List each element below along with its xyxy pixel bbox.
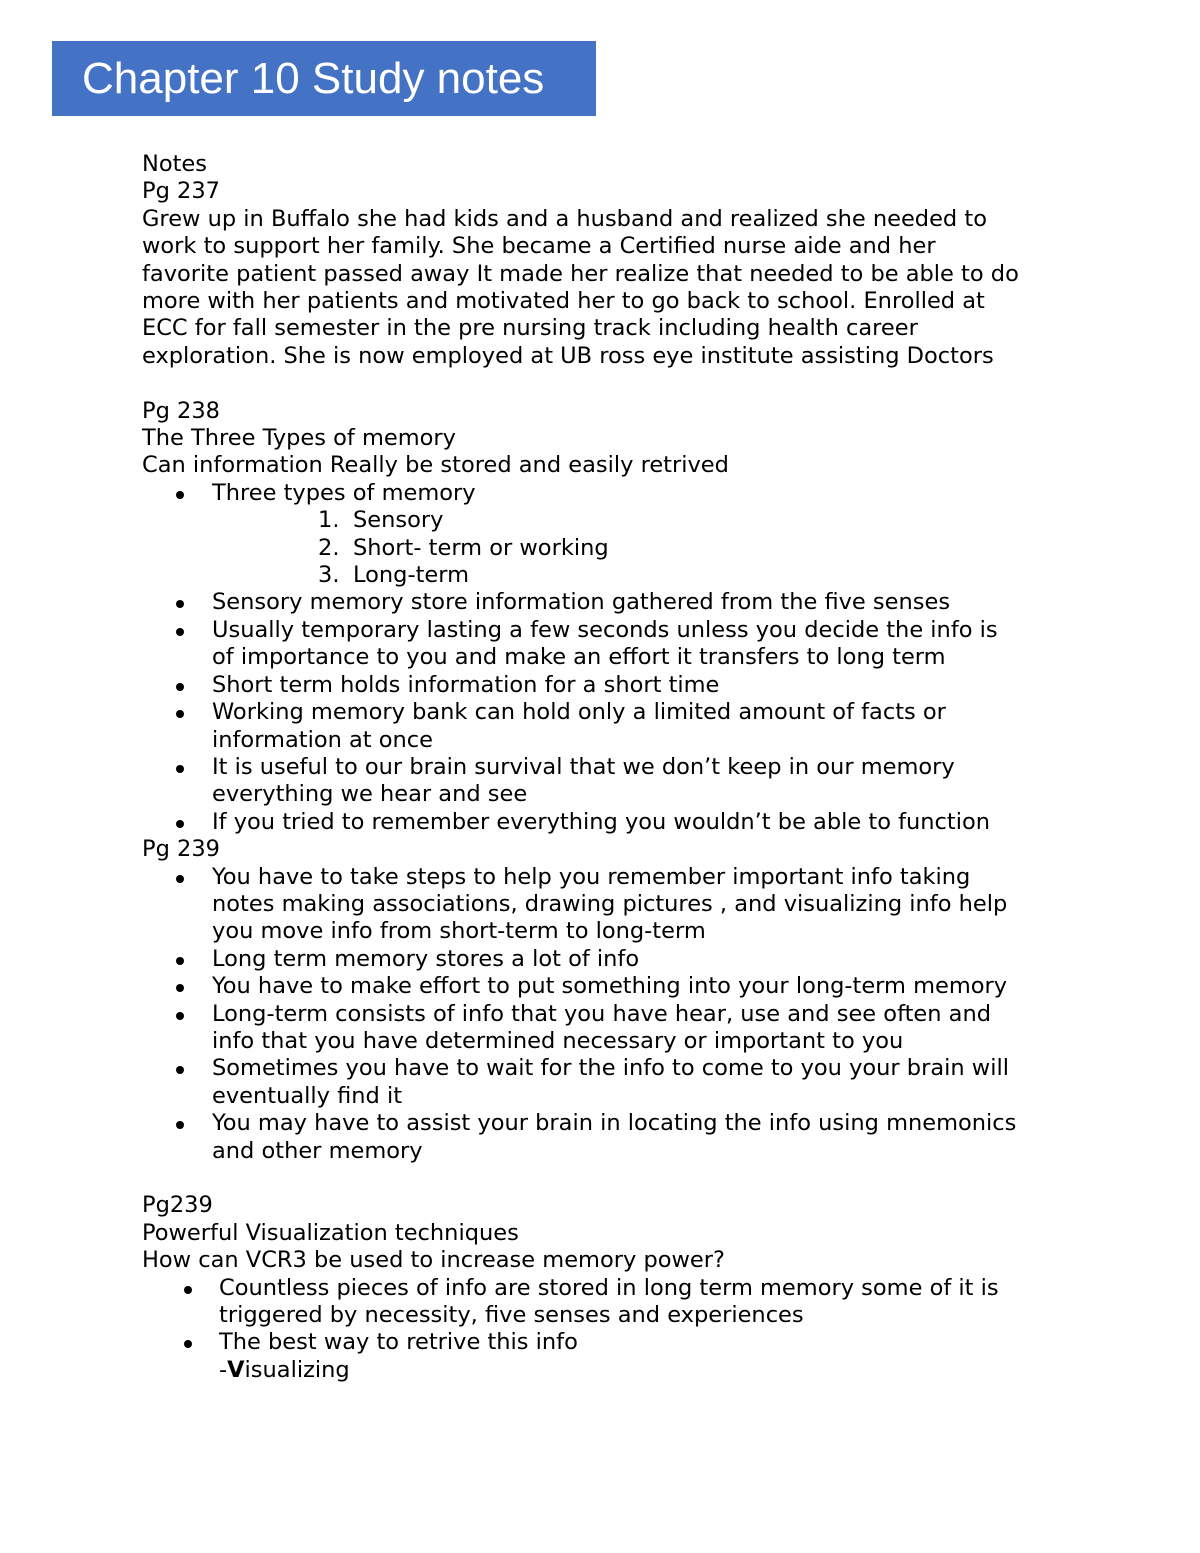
page-ref-238: Pg 238 [142, 397, 220, 424]
memory-types-list [212, 507, 1082, 589]
list-item: Sometimes you have to wait for the info to come to you your brain will eventually find it [142, 1055, 1082, 1110]
list-item: Short term holds information for a short time [142, 672, 1082, 699]
bullet-icon [176, 875, 184, 883]
bullet-icon [176, 1121, 184, 1129]
bullet-icon [176, 957, 184, 965]
notes-heading: Notes [142, 151, 207, 177]
bullet-icon [176, 600, 184, 608]
list-item: Countless pieces of info are stored in long term memory some of it is triggered by necessity, five senses and experiences [142, 1275, 1082, 1330]
bullet-icon [176, 491, 184, 499]
page-ref-239-second: Pg239 [142, 1192, 213, 1219]
list-item: You may have to assist your brain in locating the info using mnemonics and other memory [142, 1110, 1082, 1165]
list-item: Sensory memory store information gathered from the five senses [142, 589, 1082, 616]
paragraph-line: exploration. She is now employed at UB ross eye institute assisting Doctors [142, 342, 994, 369]
visualizing-line: -Visualizing [219, 1356, 350, 1383]
paragraph-line: favorite patient passed away It made her realize that needed to be able to do [142, 260, 1019, 287]
list-item: If you tried to remember everything you wouldn’t be able to function [142, 809, 1082, 836]
list-item: Long term memory stores a lot of info [142, 946, 1082, 973]
memory-bullet-list [142, 480, 1082, 836]
bullet-icon [184, 1340, 192, 1348]
list-item: You have to make effort to put something into your long-term memory [142, 973, 1082, 1000]
intro-paragraph [142, 206, 1082, 370]
document-body [142, 151, 1082, 1384]
list-item: 2. Short- term or working [318, 534, 609, 561]
visualization-bullet-list [142, 1275, 1082, 1385]
section-question: How can VCR3 be used to increase memory power? [142, 1247, 725, 1274]
list-item: 3. Long-term [318, 562, 470, 589]
paragraph-line: Grew up in Buffalo she had kids and a husband and realized she needed to [142, 205, 987, 232]
paragraph-line: more with her patients and motivated her to go back to school. Enrolled at [142, 288, 985, 315]
page-ref-239: Pg 239 [142, 836, 220, 863]
section-heading: Powerful Visualization techniques [142, 1219, 519, 1246]
section-question: Can information Really be stored and easily retrived [142, 452, 729, 479]
bullet-icon [176, 1012, 184, 1020]
list-item: Usually temporary lasting a few seconds unless you decide the info is of importance to you and make an effort it transfers to long term [142, 617, 1082, 672]
page-title: Chapter 10 Study notes [82, 54, 545, 103]
list-item: Three types of memory 1. Sensory 2. Short- term or working 3. Long-term [142, 480, 1082, 590]
list-item: The best way to retrive this info -Visualizing [142, 1329, 1082, 1384]
bullet-icon [184, 1286, 192, 1294]
bullet-icon [176, 683, 184, 691]
list-item: 1. Sensory [318, 507, 444, 534]
bullet-icon [176, 820, 184, 828]
paragraph-line: ECC for fall semester in the pre nursing track including health career [142, 315, 918, 342]
list-item: Working memory bank can hold only a limited amount of facts or information at once [142, 699, 1082, 754]
bullet-icon [176, 765, 184, 773]
paragraph-line: work to support her family. She became a Certified nurse aide and her [142, 233, 936, 260]
bullet-icon [176, 984, 184, 992]
list-item: Long-term consists of info that you have hear, use and see often and info that you have determined necessary or important to you [142, 1001, 1082, 1056]
section-heading: The Three Types of memory [142, 425, 457, 452]
bullet-icon [176, 710, 184, 718]
bullet-icon [176, 1066, 184, 1074]
long-term-bullet-list [142, 864, 1082, 1165]
list-item: You have to take steps to help you remember important info taking notes making associations, drawing pictures , and visualizing info help you move info from short-term to long-term [142, 864, 1082, 946]
list-item: It is useful to our brain survival that we don’t keep in our memory everything we hear and see [142, 754, 1082, 809]
title-banner [52, 41, 596, 116]
page-ref-237: Pg 237 [142, 178, 220, 205]
bullet-icon [176, 628, 184, 636]
